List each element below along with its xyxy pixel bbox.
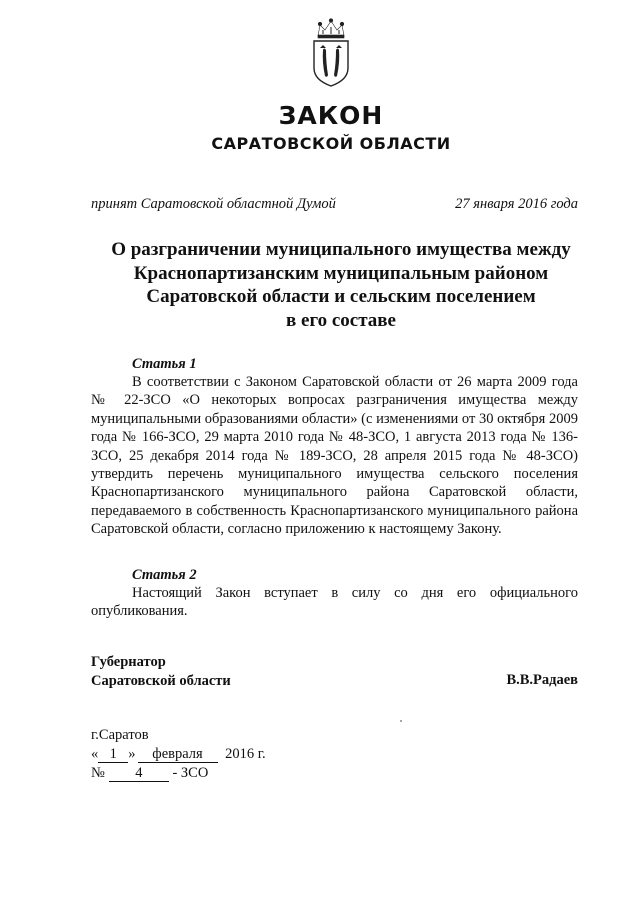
issue-details — [91, 726, 266, 783]
article-1-text: В соответствии с Законом Саратовской области от 26 марта 2009 года № 22-ЗСО «О некоторых вопросах разграничения имущества между муниципальными образованиями области» (с изменениями от 30 октября 2009 года № 166-ЗСО, 29 марта 2010 года № 48-ЗСО, 1 августа 2013 года № 136-ЗСО, 25 декабря 2014 года № 189-ЗСО, 28 апреля 2015 года № 48-ЗСО) утвердить перечень муниципального имущества сельского поселения Краснопартизанского муниципального района Саратовской области, передаваемого в собственность Краснопартизанского муниципального района Саратовской области, согласно приложению к настоящему Закону. — [91, 374, 578, 538]
close-quote: » — [128, 746, 136, 762]
adopted-by: принят Саратовской областной Думой — [91, 196, 336, 212]
issue-month: февраля — [138, 746, 218, 763]
law-subtitle-region: САРАТОВСКОЙ ОБЛАСТИ — [211, 134, 451, 153]
law-heading — [60, 238, 622, 332]
law-heading-line: в его составе — [286, 309, 396, 331]
article-2-text: Настоящий Закон вступает в силу со дня его официального опубликования. — [91, 585, 578, 620]
open-quote: « — [91, 746, 99, 762]
issue-year: 2016 г. — [225, 746, 266, 762]
article-2-label: Статья 2 — [132, 567, 197, 583]
law-heading-line: Саратовской области и сельским поселением — [146, 286, 536, 307]
article-1-label: Статья 1 — [132, 356, 197, 372]
signatory-position-line: Губернатор — [91, 654, 166, 670]
law-title: ЗАКОН — [278, 101, 384, 130]
issue-date — [91, 745, 266, 764]
signatory-position — [91, 653, 231, 690]
law-number-suffix: - ЗСО — [172, 765, 209, 781]
law-number-value: 4 — [109, 765, 169, 782]
saratov-coat-of-arms-emblem — [306, 18, 356, 88]
law-heading-line: Краснопартизанским муниципальным районом — [133, 262, 549, 284]
adoption-date: 27 января 2016 года — [455, 196, 578, 212]
number-sign: № — [91, 765, 105, 781]
law-number — [91, 764, 266, 783]
issue-day: 1 — [98, 746, 128, 763]
issue-place: г.Саратов — [91, 727, 149, 743]
scan-speck — [400, 720, 402, 722]
signatory-name: В.В.Радаев — [506, 672, 578, 688]
law-heading-line: О разграничении муниципального имущества между — [111, 239, 571, 260]
adoption-line — [91, 195, 578, 213]
signatory-position-line: Саратовской области — [91, 672, 231, 689]
